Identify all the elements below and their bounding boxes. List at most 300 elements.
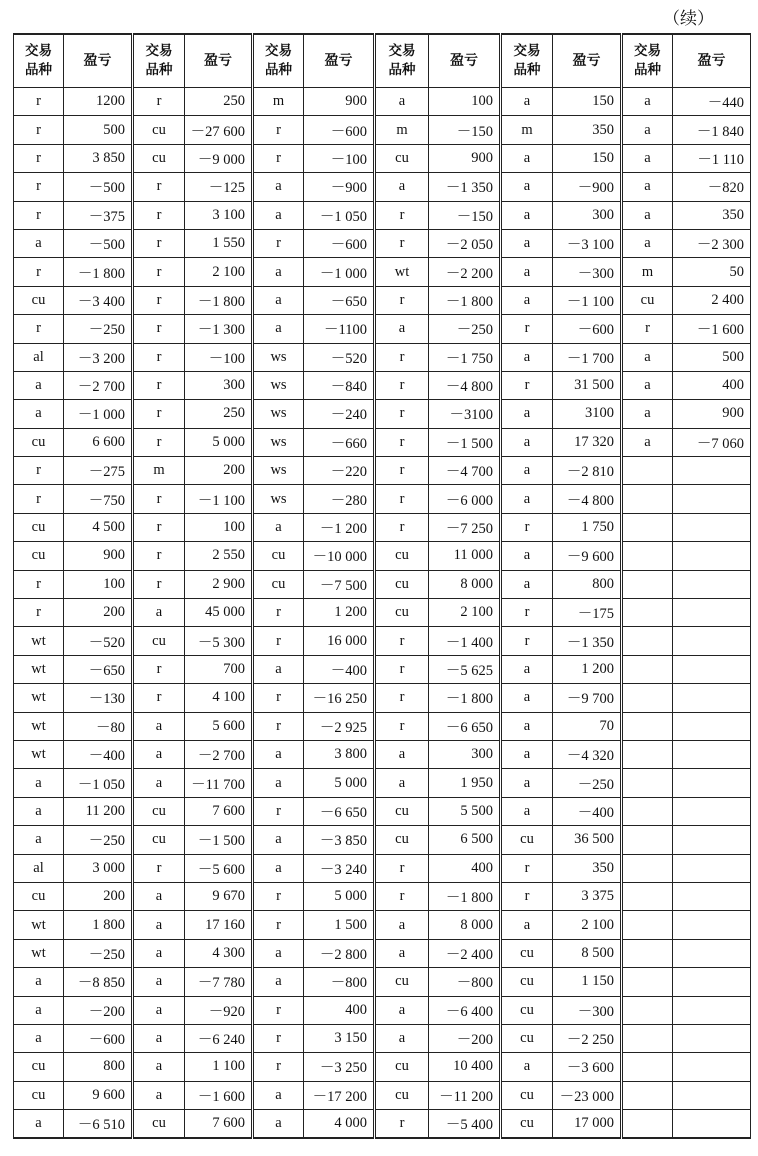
pnl-cell: －80 <box>64 712 133 740</box>
variety-cell: r <box>133 684 185 712</box>
pnl-cell: 16 000 <box>304 627 375 655</box>
pnl-cell: 100 <box>64 570 133 598</box>
variety-cell: a <box>253 826 304 854</box>
variety-cell: cu <box>622 286 673 314</box>
variety-cell: ws <box>253 371 304 399</box>
variety-cell: a <box>253 1110 304 1139</box>
pnl-cell: －300 <box>553 258 622 286</box>
table-row <box>14 996 751 1024</box>
pnl-cell: －2 810 <box>553 457 622 485</box>
variety-cell <box>622 1053 673 1081</box>
variety-cell: r <box>375 655 429 683</box>
variety-cell: cu <box>133 826 185 854</box>
variety-cell: cu <box>375 826 429 854</box>
variety-cell: r <box>14 315 64 343</box>
table-row <box>14 826 751 854</box>
variety-cell: cu <box>501 939 553 967</box>
variety-cell <box>622 854 673 882</box>
pnl-cell <box>673 542 751 570</box>
variety-cell: r <box>133 400 185 428</box>
variety-cell: r <box>375 343 429 371</box>
table-row <box>14 627 751 655</box>
variety-cell: cu <box>501 968 553 996</box>
variety-cell: a <box>501 229 553 257</box>
variety-cell <box>622 627 673 655</box>
header-row <box>14 34 751 88</box>
pnl-cell: －800 <box>429 968 501 996</box>
variety-cell: a <box>375 1024 429 1052</box>
variety-cell: a <box>622 229 673 257</box>
pnl-cell: 4 000 <box>304 1110 375 1139</box>
variety-cell: r <box>375 286 429 314</box>
pnl-cell: 2 900 <box>185 570 253 598</box>
pnl-cell <box>673 712 751 740</box>
pnl-cell: －16 250 <box>304 684 375 712</box>
variety-cell <box>622 542 673 570</box>
pnl-cell: －250 <box>553 769 622 797</box>
pnl-cell: －1 100 <box>185 485 253 513</box>
pnl-cell: 1 550 <box>185 229 253 257</box>
table-row <box>14 286 751 314</box>
pnl-cell: 350 <box>553 116 622 144</box>
table-row <box>14 485 751 513</box>
variety-cell: cu <box>375 968 429 996</box>
pnl-cell: 3 150 <box>304 1024 375 1052</box>
variety-cell: a <box>133 769 185 797</box>
variety-cell: r <box>501 627 553 655</box>
header-pnl-2: 盈亏 <box>185 34 253 88</box>
pnl-cell: －520 <box>304 343 375 371</box>
table-row <box>14 1081 751 1109</box>
variety-cell: r <box>133 513 185 541</box>
variety-cell: r <box>375 485 429 513</box>
variety-cell: a <box>14 996 64 1024</box>
pnl-cell: －1 800 <box>64 258 133 286</box>
variety-cell: r <box>133 854 185 882</box>
variety-cell: a <box>133 712 185 740</box>
pnl-cell: －27 600 <box>185 116 253 144</box>
variety-cell: a <box>253 655 304 683</box>
variety-cell: r <box>14 201 64 229</box>
pnl-cell: 400 <box>304 996 375 1024</box>
variety-cell: r <box>375 400 429 428</box>
pnl-cell: －100 <box>185 343 253 371</box>
variety-cell: a <box>253 258 304 286</box>
variety-cell: a <box>375 911 429 939</box>
pnl-cell: 1 750 <box>553 513 622 541</box>
pnl-cell: －2 925 <box>304 712 375 740</box>
variety-cell: r <box>14 599 64 627</box>
variety-cell: r <box>375 229 429 257</box>
variety-cell: r <box>622 315 673 343</box>
table-row <box>14 371 751 399</box>
pnl-cell: －500 <box>64 173 133 201</box>
variety-cell <box>622 457 673 485</box>
variety-cell: r <box>375 684 429 712</box>
variety-cell <box>622 1110 673 1139</box>
variety-cell: r <box>133 201 185 229</box>
variety-cell: a <box>622 343 673 371</box>
header-variety-2: 交易 品种 <box>133 34 185 88</box>
pnl-cell: 350 <box>553 854 622 882</box>
pnl-cell: －250 <box>64 826 133 854</box>
pnl-cell: －600 <box>304 116 375 144</box>
pnl-cell: －5 300 <box>185 627 253 655</box>
pnl-cell: 7 600 <box>185 797 253 825</box>
variety-cell: cu <box>14 1053 64 1081</box>
variety-cell: a <box>253 968 304 996</box>
pnl-cell: －4 700 <box>429 457 501 485</box>
pnl-cell: －900 <box>304 173 375 201</box>
variety-cell <box>622 599 673 627</box>
pnl-cell: 1 500 <box>304 911 375 939</box>
pnl-cell: －400 <box>304 655 375 683</box>
pnl-cell: －1 050 <box>64 769 133 797</box>
variety-cell: a <box>14 769 64 797</box>
pnl-cell: －2 800 <box>304 939 375 967</box>
variety-cell: wt <box>14 712 64 740</box>
pnl-cell: －1 800 <box>429 286 501 314</box>
pnl-cell: －1 800 <box>429 684 501 712</box>
header-pnl-3: 盈亏 <box>304 34 375 88</box>
variety-cell: cu <box>375 1053 429 1081</box>
variety-cell <box>622 684 673 712</box>
pnl-cell: －400 <box>553 797 622 825</box>
variety-cell <box>622 712 673 740</box>
pnl-cell <box>673 740 751 768</box>
variety-cell: r <box>14 457 64 485</box>
variety-cell <box>622 655 673 683</box>
pnl-cell: －2 200 <box>429 258 501 286</box>
variety-cell: a <box>501 797 553 825</box>
pnl-cell: 1200 <box>64 88 133 116</box>
pnl-cell: 1 200 <box>304 599 375 627</box>
pnl-cell: －150 <box>429 201 501 229</box>
pnl-cell <box>673 1081 751 1109</box>
variety-cell: al <box>14 854 64 882</box>
pnl-cell: 11 000 <box>429 542 501 570</box>
variety-cell: cu <box>375 1081 429 1109</box>
variety-cell: wt <box>14 911 64 939</box>
variety-cell: a <box>253 201 304 229</box>
pnl-cell: －2 300 <box>673 229 751 257</box>
pnl-cell: 400 <box>673 371 751 399</box>
variety-cell: r <box>14 116 64 144</box>
variety-cell: a <box>253 1081 304 1109</box>
variety-cell: r <box>133 655 185 683</box>
pnl-cell: －9 600 <box>553 542 622 570</box>
variety-cell: a <box>133 599 185 627</box>
variety-cell <box>622 968 673 996</box>
pnl-cell: 3 800 <box>304 740 375 768</box>
variety-cell: a <box>133 996 185 1024</box>
pnl-cell: 100 <box>185 513 253 541</box>
table-row <box>14 854 751 882</box>
pnl-cell: －3 600 <box>553 1053 622 1081</box>
table-row <box>14 88 751 116</box>
pnl-cell: －1 400 <box>429 627 501 655</box>
variety-cell: a <box>253 173 304 201</box>
header-pnl-6: 盈亏 <box>673 34 751 88</box>
pnl-cell: 1 200 <box>553 655 622 683</box>
variety-cell: cu <box>375 599 429 627</box>
pnl-cell: －1 600 <box>185 1081 253 1109</box>
table-row <box>14 315 751 343</box>
pnl-cell <box>673 1053 751 1081</box>
pnl-cell: －150 <box>429 116 501 144</box>
pnl-cell: －3 850 <box>304 826 375 854</box>
variety-cell: a <box>501 712 553 740</box>
pnl-cell <box>673 968 751 996</box>
pnl-cell: －250 <box>429 315 501 343</box>
variety-cell: r <box>253 599 304 627</box>
variety-cell: r <box>253 684 304 712</box>
pnl-cell: 11 200 <box>64 797 133 825</box>
table-body <box>14 88 751 1139</box>
header-variety-6: 交易 品种 <box>622 34 673 88</box>
variety-cell: cu <box>14 882 64 910</box>
pnl-cell: －6 400 <box>429 996 501 1024</box>
pnl-cell: －8 850 <box>64 968 133 996</box>
pnl-cell: －1 500 <box>429 428 501 456</box>
variety-cell: a <box>501 769 553 797</box>
pnl-cell <box>673 939 751 967</box>
variety-cell: m <box>133 457 185 485</box>
variety-cell: cu <box>501 826 553 854</box>
pnl-cell: 17 160 <box>185 911 253 939</box>
variety-cell: a <box>14 968 64 996</box>
table-row <box>14 1024 751 1052</box>
pnl-cell: －3 250 <box>304 1053 375 1081</box>
table-row <box>14 911 751 939</box>
pnl-cell: 5 500 <box>429 797 501 825</box>
variety-cell: ws <box>253 428 304 456</box>
variety-cell: a <box>253 513 304 541</box>
pnl-cell: －9 000 <box>185 144 253 172</box>
pnl-cell: 2 100 <box>429 599 501 627</box>
pnl-cell: 900 <box>64 542 133 570</box>
header-variety-3: 交易 品种 <box>253 34 304 88</box>
pnl-cell <box>673 854 751 882</box>
variety-cell: r <box>375 513 429 541</box>
pnl-cell <box>673 570 751 598</box>
variety-cell: a <box>622 116 673 144</box>
pnl-cell: －1 350 <box>553 627 622 655</box>
pnl-cell <box>673 797 751 825</box>
pnl-cell: －1 800 <box>429 882 501 910</box>
variety-cell: a <box>14 797 64 825</box>
variety-cell: r <box>14 570 64 598</box>
variety-cell: ws <box>253 400 304 428</box>
variety-cell: a <box>501 428 553 456</box>
pnl-cell: －2 050 <box>429 229 501 257</box>
variety-cell: a <box>501 1053 553 1081</box>
pnl-cell: －400 <box>64 740 133 768</box>
pnl-cell: －200 <box>64 996 133 1024</box>
pnl-cell: 200 <box>64 599 133 627</box>
pnl-cell: －1 000 <box>64 400 133 428</box>
table-row <box>14 740 751 768</box>
pnl-cell <box>673 1024 751 1052</box>
variety-cell: wt <box>14 655 64 683</box>
variety-cell: cu <box>133 627 185 655</box>
variety-cell: a <box>622 144 673 172</box>
pnl-cell: 5 000 <box>304 882 375 910</box>
continued-label: （续） <box>663 9 714 28</box>
variety-cell: r <box>501 513 553 541</box>
pnl-cell: 9 670 <box>185 882 253 910</box>
pnl-cell: －1 600 <box>673 315 751 343</box>
pnl-cell: －17 200 <box>304 1081 375 1109</box>
pnl-cell: 1 100 <box>185 1053 253 1081</box>
variety-cell: r <box>253 116 304 144</box>
pnl-cell: －800 <box>304 968 375 996</box>
pnl-cell: 400 <box>429 854 501 882</box>
variety-cell: a <box>501 173 553 201</box>
variety-cell: a <box>622 88 673 116</box>
table-row <box>14 144 751 172</box>
pnl-cell: 800 <box>553 570 622 598</box>
pnl-cell <box>673 826 751 854</box>
pnl-cell: －1 700 <box>553 343 622 371</box>
variety-cell: a <box>133 968 185 996</box>
pnl-cell: －2 250 <box>553 1024 622 1052</box>
pnl-cell: －1 800 <box>185 286 253 314</box>
variety-cell: r <box>253 229 304 257</box>
variety-cell: r <box>253 1053 304 1081</box>
variety-cell <box>622 826 673 854</box>
table-row <box>14 570 751 598</box>
variety-cell: r <box>501 882 553 910</box>
pnl-cell: －1 200 <box>304 513 375 541</box>
variety-cell: a <box>501 400 553 428</box>
pnl-cell: 700 <box>185 655 253 683</box>
pnl-cell: 5 000 <box>304 769 375 797</box>
pnl-cell: 900 <box>429 144 501 172</box>
pnl-cell: －250 <box>64 939 133 967</box>
pnl-cell: 2 550 <box>185 542 253 570</box>
pnl-cell: －5 625 <box>429 655 501 683</box>
pnl-cell: －3 240 <box>304 854 375 882</box>
pnl-cell: －3 200 <box>64 343 133 371</box>
variety-cell: r <box>14 173 64 201</box>
pnl-cell: －600 <box>553 315 622 343</box>
variety-cell: m <box>253 88 304 116</box>
variety-cell <box>622 513 673 541</box>
pnl-cell: －11 200 <box>429 1081 501 1109</box>
pnl-cell <box>673 684 751 712</box>
pnl-cell: －5 400 <box>429 1110 501 1139</box>
variety-cell <box>622 911 673 939</box>
pnl-cell: 3100 <box>553 400 622 428</box>
variety-cell: a <box>501 570 553 598</box>
variety-cell: m <box>501 116 553 144</box>
variety-cell: r <box>253 712 304 740</box>
variety-cell <box>622 939 673 967</box>
variety-cell: a <box>133 939 185 967</box>
table-row <box>14 457 751 485</box>
variety-cell: a <box>622 400 673 428</box>
pnl-cell: －920 <box>185 996 253 1024</box>
table-row <box>14 229 751 257</box>
pnl-cell: 800 <box>64 1053 133 1081</box>
pnl-cell: 150 <box>553 88 622 116</box>
pnl-cell: －1 500 <box>185 826 253 854</box>
variety-cell: a <box>133 740 185 768</box>
pnl-cell: 3 850 <box>64 144 133 172</box>
pnl-cell: 350 <box>673 201 751 229</box>
pnl-cell: 6 500 <box>429 826 501 854</box>
pnl-cell: －5 600 <box>185 854 253 882</box>
variety-cell <box>622 797 673 825</box>
pnl-cell: 150 <box>553 144 622 172</box>
variety-cell: cu <box>14 286 64 314</box>
pnl-cell: －6 650 <box>429 712 501 740</box>
variety-cell: cu <box>133 116 185 144</box>
variety-cell: a <box>501 144 553 172</box>
pnl-cell: 8 000 <box>429 570 501 598</box>
pnl-cell: 4 100 <box>185 684 253 712</box>
pnl-cell: －200 <box>429 1024 501 1052</box>
table-row <box>14 882 751 910</box>
pnl-cell: 8 500 <box>553 939 622 967</box>
pnl-cell: －4 320 <box>553 740 622 768</box>
pnl-cell: －125 <box>185 173 253 201</box>
pnl-cell: －375 <box>64 201 133 229</box>
variety-cell: r <box>133 371 185 399</box>
variety-cell: r <box>253 911 304 939</box>
pnl-cell: －840 <box>304 371 375 399</box>
table-row <box>14 655 751 683</box>
variety-cell: r <box>375 627 429 655</box>
variety-cell: cu <box>375 144 429 172</box>
pnl-cell: 500 <box>673 343 751 371</box>
pnl-cell <box>673 996 751 1024</box>
table-row <box>14 684 751 712</box>
variety-cell: r <box>133 570 185 598</box>
pnl-cell: －2 700 <box>185 740 253 768</box>
pnl-cell: －280 <box>304 485 375 513</box>
variety-cell: ws <box>253 485 304 513</box>
variety-cell: r <box>133 229 185 257</box>
variety-cell: cu <box>501 1110 553 1139</box>
variety-cell: wt <box>375 258 429 286</box>
variety-cell <box>622 570 673 598</box>
pnl-cell: 31 500 <box>553 371 622 399</box>
variety-cell: al <box>14 343 64 371</box>
variety-cell: r <box>375 428 429 456</box>
variety-cell: cu <box>375 542 429 570</box>
pnl-cell: 5 000 <box>185 428 253 456</box>
pnl-cell: 1 150 <box>553 968 622 996</box>
variety-cell: cu <box>133 144 185 172</box>
pnl-cell: －275 <box>64 457 133 485</box>
pnl-cell: －2 700 <box>64 371 133 399</box>
pnl-cell: 36 500 <box>553 826 622 854</box>
table-row <box>14 797 751 825</box>
variety-cell: cu <box>501 996 553 1024</box>
variety-cell: r <box>14 258 64 286</box>
pnl-cell: 500 <box>64 116 133 144</box>
pnl-cell: 7 600 <box>185 1110 253 1139</box>
pnl-cell: 9 600 <box>64 1081 133 1109</box>
variety-cell: r <box>375 201 429 229</box>
variety-cell: a <box>501 258 553 286</box>
pnl-cell <box>673 627 751 655</box>
variety-cell: r <box>253 627 304 655</box>
pnl-cell: －100 <box>304 144 375 172</box>
variety-cell: r <box>133 485 185 513</box>
